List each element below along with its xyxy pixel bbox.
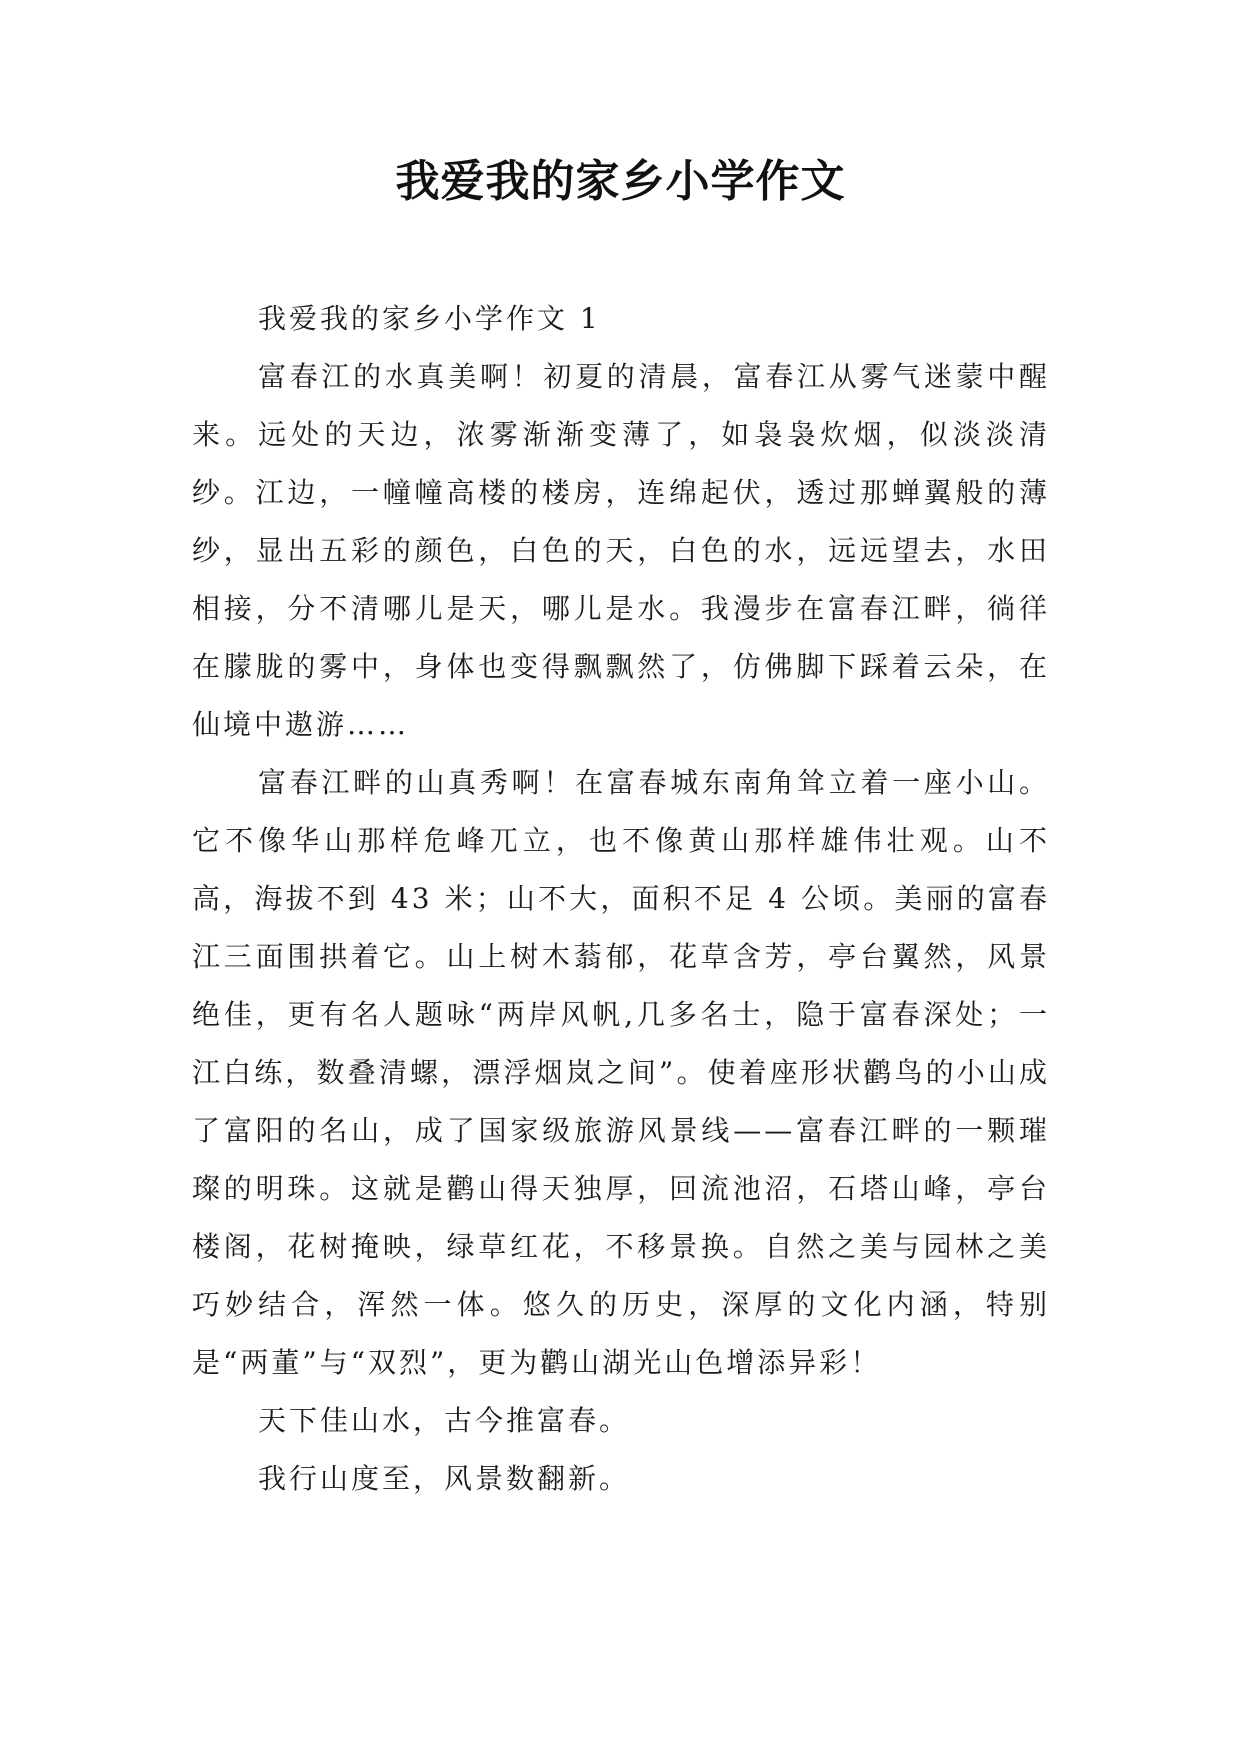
document-body [192,290,1050,1508]
paragraph-river: 富春江的水真美啊！初夏的清晨，富春江从雾气迷蒙中醒来。远处的天边，浓雾渐渐变薄了，如袅袅炊烟，似淡淡清纱。江边，一幢幢高楼的楼房，连绵起伏，透过那蝉翼般的薄纱，显出五彩的颜色，白色的天，白色的水，远远望去，水田相接，分不清哪儿是天，哪儿是水。我漫步在富春江畔，徜徉在朦胧的雾中，身体也变得飘飘然了，仿佛脚下踩着云朵，在仙境中遨游…… [192,360,1050,741]
poem-line-1: 天下佳山水，古今推富春。 [258,1404,631,1437]
paragraph-mountain: 富春江畔的山真秀啊！在富春城东南角耸立着一座小山。它不像华山那样危峰兀立，也不像黄山那样雄伟壮观。山不高，海拔不到 43 米；山不大，面积不足 4 公顷。美丽的富春江三面围拱着它。山上树木蓊郁，花草含芳，亭台翼然，风景绝佳，更有名人题咏“两岸风帆,几多名士，隐于富春深处；一江白练，数叠清螺，漂浮烟岚之间”。使着座形状鹳鸟的小山成了富阳的名山，成了国家级旅游风景线——富春江畔的一颗璀璨的明珠。这就是鹳山得天独厚，回流池沼，石塔山峰，亭台楼阁，花树掩映，绿草红花，不移景换。自然之美与园林之美巧妙结合，浑然一体。悠久的历史，深厚的文化内涵，特别是“两董”与“双烈”，更为鹳山湖光山色增添异彩！ [192,766,1050,1379]
poem-line-2: 我行山度至，风景数翻新。 [258,1462,631,1495]
document-title: 我爱我的家乡小学作文 [395,156,846,207]
paragraph-subtitle: 我爱我的家乡小学作文 1 [258,302,601,335]
